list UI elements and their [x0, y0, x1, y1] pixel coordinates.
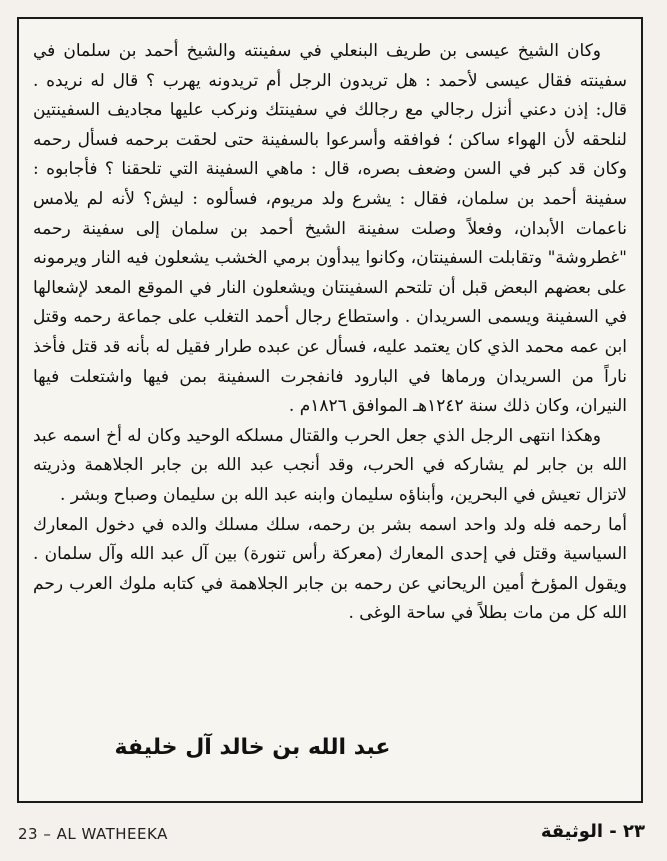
footer-page-label-english: 23 – AL WATHEEKA: [18, 825, 168, 843]
author-signature: عبد الله بن خالد آل خليفة: [114, 735, 391, 760]
paragraph-1: وكان الشيخ عيسى بن طريف البنعلي في سفينته والشيخ أحمد بن سلمان في سفينته فقال عيسى لأحمد : هل تريدون الرجل أم تريدونه يهرب ؟ قال له نريده . قال: إذن دعني أنزل رجالي مع رجالك في سفينتك ونركب عليها مجاديف السفينتين لنلحقه لأن الهواء ساكن ؛ فوافقه وأسرعوا بالسفينة حتى لحقت برحمه فسأل رحمه وكان قد كبر في السن وضعف بصره، قال : ماهي السفينة التي تلحقنا ؟ فأجابوه : سفينة أحمد بن سلمان، فقال : يشرع ولد مريوم، فسألوه : ليش؟ لأنه لم يلامس ناعمات الأبدان، وفعلاً وصلت سفينة الشيخ أحمد بن سلمان إلى سفينة رحمه "غطروشة" وتقابلت السفينتان، وكانوا يبدأون برمي الخشب يشعلون فيه النار ويرمونه على بعضهم البعض قبل أن تلتحم السفينتان ويشعلون النار في الموقع المعد لإشعالها في السفينة ويسمى السريدان . واستطاع رجال أحمد التغلب على جماعة رحمه وقتل ابن عمه محمد الذي كان يعتمد عليه، فسأل عن عبده طرار فقيل له بأنه قد قتل فأخذ ناراً من السريدان ورماها في البارود فانفجرت السفينة بمن فيها واشتعلت فيها النيران، وكان ذلك سنة ١٢٤٢هـ الموافق ١٨٢٦م .: [33, 41, 627, 417]
page-footer: [0, 815, 667, 855]
paragraph-2: وهكذا انتهى الرجل الذي جعل الحرب والقتال مسلكه الوحيد وكان له أخ اسمه عبد الله بن جابر لم يشاركه في الحرب، وقد أنجب عبد الله بن جابر الجلاهمة وذريته لاتزال تعيش في البحرين، وأبناؤه سليمان وابنه عبد الله بن سليمان وصباح وبشر .: [33, 425, 627, 505]
article-frame: [17, 17, 643, 803]
paragraph-3: أما رحمه فله ولد واحد اسمه بشر بن رحمه، سلك مسلك والده في دخول المعارك السياسية وقتل في إحدى المعارك (معركة رأس تنورة) بين آل عبد الله وآل سلمان . ويقول المؤرخ أمين الريحاني عن رحمه بن جابر الجلاهمة في كتابه ملوك العرب رحم الله كل من مات بطلاً في ساحة الوغى .: [33, 514, 627, 624]
article-body: [33, 37, 627, 629]
footer-page-label-arabic: ٢٣ - الوثيقة: [540, 821, 645, 842]
